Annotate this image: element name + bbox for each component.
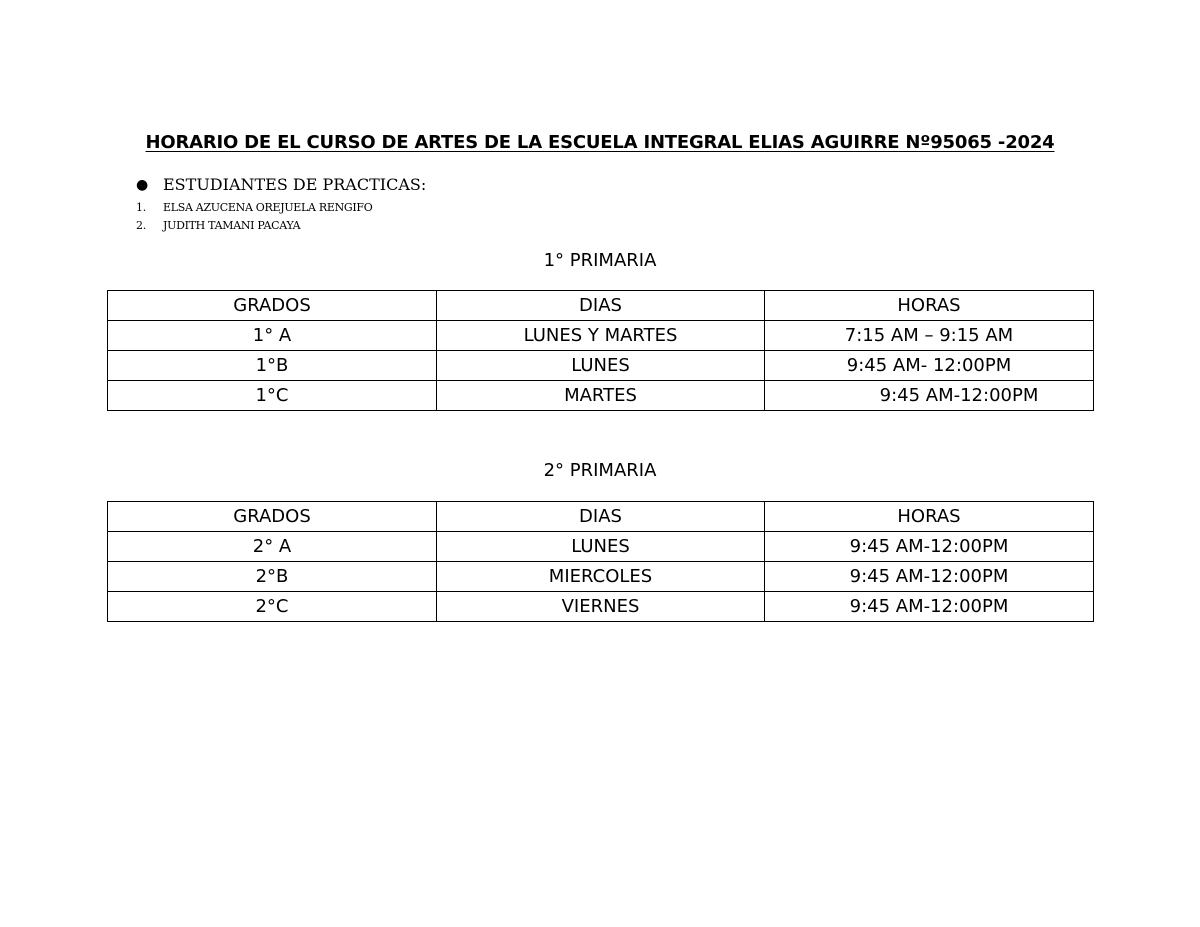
cell-horas: 9:45 AM-12:00PM — [765, 592, 1094, 622]
table-row — [108, 562, 1094, 592]
cell-horas: 9:45 AM-12:00PM — [765, 562, 1094, 592]
cell-dias: LUNES — [437, 351, 765, 381]
student-name: JUDITH TAMANI PACAYA — [163, 219, 301, 232]
cell-grado: 2° A — [108, 532, 437, 562]
header-cell-grados: GRADOS — [108, 502, 437, 532]
students-heading-label: ESTUDIANTES DE PRACTICAS: — [163, 175, 427, 194]
cell-dias: MIERCOLES — [437, 562, 765, 592]
cell-grado: 1°B — [108, 351, 437, 381]
cell-grado: 2°B — [108, 562, 437, 592]
student-number: 1. — [136, 201, 146, 214]
student-name: ELSA AZUCENA OREJUELA RENGIFO — [163, 201, 373, 214]
table-header-row — [108, 291, 1094, 321]
table-header-row — [108, 502, 1094, 532]
section-title-1-primaria: 1° PRIMARIA — [543, 250, 657, 271]
cell-grado: 1°C — [108, 381, 437, 411]
student-list-item — [136, 201, 373, 214]
cell-dias: VIERNES — [437, 592, 765, 622]
cell-grado: 2°C — [108, 592, 437, 622]
schedule-table-2-primaria — [107, 501, 1094, 622]
header-cell-dias: DIAS — [437, 291, 765, 321]
header-cell-horas: HORAS — [765, 291, 1094, 321]
header-cell-horas: HORAS — [765, 502, 1094, 532]
table-row — [108, 381, 1094, 411]
cell-dias: LUNES Y MARTES — [437, 321, 765, 351]
table-row — [108, 532, 1094, 562]
document-title: HORARIO DE EL CURSO DE ARTES DE LA ESCUELA INTEGRAL ELIAS AGUIRRE Nº95065 -2024 — [145, 132, 1055, 153]
bullet-icon: ● — [136, 176, 149, 193]
cell-horas: 9:45 AM-12:00PM — [765, 532, 1094, 562]
cell-horas: 9:45 AM-12:00PM — [765, 381, 1094, 411]
schedule-table-1-primaria — [107, 290, 1094, 411]
table-row — [108, 592, 1094, 622]
student-list-item — [136, 219, 300, 232]
cell-grado: 1° A — [108, 321, 437, 351]
cell-dias: LUNES — [437, 532, 765, 562]
header-cell-dias: DIAS — [437, 502, 765, 532]
section-title-2-primaria: 2° PRIMARIA — [543, 460, 657, 481]
cell-dias: MARTES — [437, 381, 765, 411]
header-cell-grados: GRADOS — [108, 291, 437, 321]
table-row — [108, 351, 1094, 381]
cell-horas: 7:15 AM – 9:15 AM — [765, 321, 1094, 351]
student-number: 2. — [136, 219, 146, 232]
table-row — [108, 321, 1094, 351]
students-heading — [136, 175, 426, 194]
cell-horas: 9:45 AM- 12:00PM — [765, 351, 1094, 381]
